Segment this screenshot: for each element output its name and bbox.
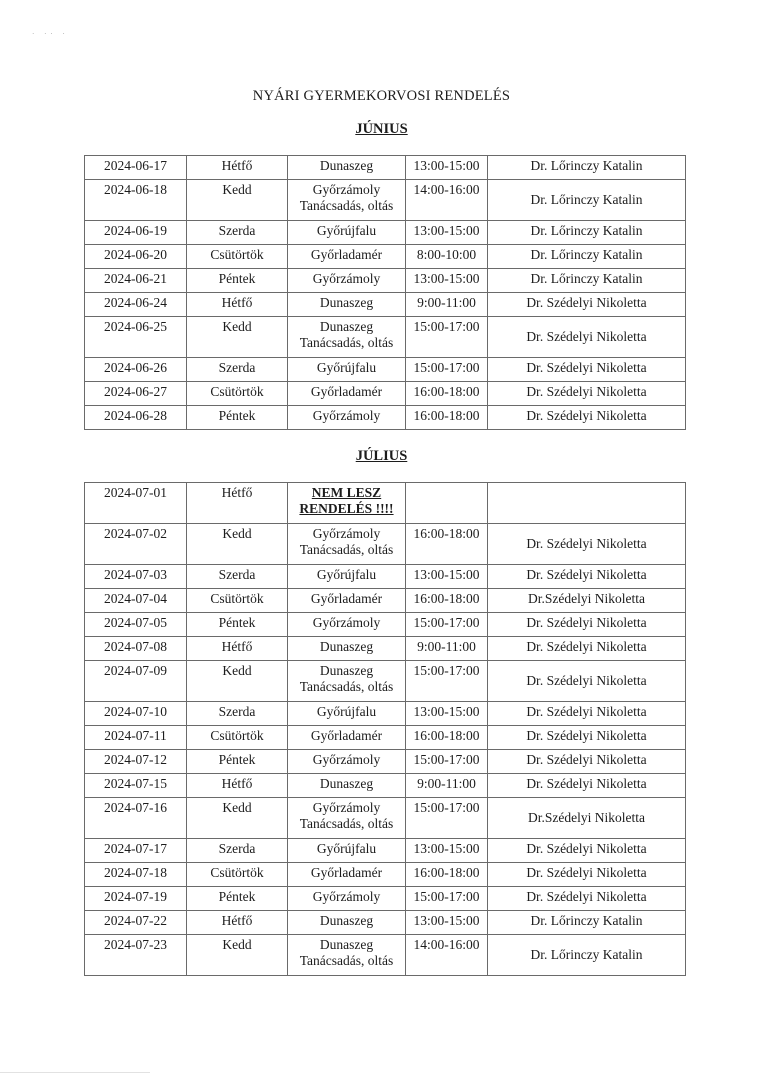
doctor-cell: Dr. Szédelyi Nikoletta [488,863,686,887]
day-cell: Péntek [187,750,288,774]
table-row [85,774,686,798]
date-cell: 2024-07-08 [85,637,187,661]
place-name: Dunaszeg [319,663,374,678]
table-row [85,180,686,221]
page-title: NYÁRI GYERMEKORVOSI RENDELÉS [252,88,511,104]
table-row [85,156,686,180]
date-cell: 2024-06-26 [85,358,187,382]
service-note: Tanácsadás, oltás [299,542,394,557]
doctor-cell: Dr. Szédelyi Nikoletta [488,726,686,750]
day-cell: Csütörtök [187,382,288,406]
place-cell [288,156,406,180]
time-cell: 15:00-17:00 [406,661,488,702]
doctor-cell: Dr. Szédelyi Nikoletta [488,358,686,382]
day-cell: Hétfő [187,483,288,524]
place-cell [288,774,406,798]
place-cell [288,702,406,726]
place-name: Győrzámoly [312,615,381,630]
table-row [85,565,686,589]
table-row [85,524,686,565]
table-row [85,839,686,863]
place-name: Győrújfalu [316,841,377,856]
time-cell: 16:00-18:00 [406,726,488,750]
date-cell: 2024-07-19 [85,887,187,911]
closed-notice-cell [288,483,406,524]
day-cell: Csütörtök [187,589,288,613]
table-row [85,702,686,726]
time-cell: 16:00-18:00 [406,863,488,887]
time-cell: 13:00-15:00 [406,911,488,935]
table-row [85,935,686,976]
place-name: Győrladamér [310,247,383,262]
date-cell: 2024-06-19 [85,221,187,245]
place-cell [288,935,406,976]
date-cell: 2024-07-03 [85,565,187,589]
table-row [85,637,686,661]
day-cell: Kedd [187,661,288,702]
place-name: Dunaszeg [319,937,374,952]
place-name: Győrzámoly [312,889,381,904]
date-cell: 2024-07-15 [85,774,187,798]
place-name: Győrújfalu [316,567,377,582]
place-name: Győrzámoly [312,800,381,815]
date-cell: 2024-07-02 [85,524,187,565]
place-name: Győrladamér [310,591,383,606]
place-cell [288,293,406,317]
day-cell: Csütörtök [187,863,288,887]
place-cell [288,911,406,935]
doctor-cell: Dr. Szédelyi Nikoletta [488,524,686,565]
service-note: Tanácsadás, oltás [299,198,394,213]
doctor-cell: Dr. Lőrinczy Katalin [488,245,686,269]
doctor-cell: Dr. Lőrinczy Katalin [488,221,686,245]
place-cell [288,726,406,750]
service-note: Tanácsadás, oltás [299,953,394,968]
day-cell: Szerda [187,358,288,382]
scan-specks: · ·· · [32,30,69,38]
service-note: Tanácsadás, oltás [299,679,394,694]
table-row [85,245,686,269]
date-cell: 2024-06-28 [85,406,187,430]
table-row [85,863,686,887]
doctor-cell: Dr. Lőrinczy Katalin [488,935,686,976]
place-cell [288,406,406,430]
time-cell: 15:00-17:00 [406,613,488,637]
service-note: Tanácsadás, oltás [299,816,394,831]
place-cell [288,317,406,358]
doctor-cell: Dr. Lőrinczy Katalin [488,911,686,935]
day-cell: Hétfő [187,637,288,661]
june-schedule-body [85,156,686,430]
doctor-cell: Dr. Szédelyi Nikoletta [488,613,686,637]
time-cell: 15:00-17:00 [406,887,488,911]
place-name: Dunaszeg [319,319,374,334]
time-cell: 14:00-16:00 [406,180,488,221]
service-note: Tanácsadás, oltás [299,335,394,350]
day-cell: Péntek [187,406,288,430]
doctor-cell: Dr. Szédelyi Nikoletta [488,702,686,726]
day-cell: Csütörtök [187,245,288,269]
day-cell: Péntek [187,887,288,911]
table-row [85,750,686,774]
place-cell [288,887,406,911]
place-cell [288,613,406,637]
time-cell: 13:00-15:00 [406,565,488,589]
day-cell: Hétfő [187,293,288,317]
place-cell [288,750,406,774]
time-cell: 9:00-11:00 [406,637,488,661]
month-heading-june: JÚNIUS [355,121,408,137]
table-row [85,269,686,293]
doctor-cell: Dr.Szédelyi Nikoletta [488,589,686,613]
place-cell [288,358,406,382]
time-cell: 16:00-18:00 [406,589,488,613]
place-name: Győrladamér [310,728,383,743]
doctor-cell: Dr. Lőrinczy Katalin [488,156,686,180]
table-row [85,798,686,839]
date-cell: 2024-07-18 [85,863,187,887]
doctor-cell: Dr. Szédelyi Nikoletta [488,750,686,774]
table-row [85,911,686,935]
date-cell: 2024-07-09 [85,661,187,702]
july-schedule-body [85,483,686,976]
closed-notice-line2: RENDELÉS !!!! [299,501,394,516]
place-name: Győrzámoly [312,182,381,197]
time-cell: 15:00-17:00 [406,750,488,774]
table-row [85,613,686,637]
july-schedule-table [84,482,686,976]
place-name: Dunaszeg [319,639,374,654]
doctor-cell: Dr. Szédelyi Nikoletta [488,565,686,589]
place-cell [288,589,406,613]
place-name: Győrújfalu [316,223,377,238]
place-name: Dunaszeg [319,913,374,928]
date-cell: 2024-07-16 [85,798,187,839]
date-cell: 2024-07-10 [85,702,187,726]
doctor-cell: Dr. Szédelyi Nikoletta [488,839,686,863]
time-cell: 9:00-11:00 [406,293,488,317]
place-name: Győrzámoly [312,408,381,423]
place-cell [288,839,406,863]
day-cell: Szerda [187,565,288,589]
place-name: Győrladamér [310,865,383,880]
place-cell [288,565,406,589]
date-cell: 2024-07-11 [85,726,187,750]
table-row [85,406,686,430]
day-cell: Kedd [187,935,288,976]
date-cell: 2024-07-23 [85,935,187,976]
place-name: Győrladamér [310,384,383,399]
time-cell: 13:00-15:00 [406,839,488,863]
june-schedule-table [84,155,686,430]
doctor-cell: Dr. Szédelyi Nikoletta [488,887,686,911]
date-cell: 2024-06-25 [85,317,187,358]
doctor-cell: Dr. Lőrinczy Katalin [488,180,686,221]
day-cell: Szerda [187,702,288,726]
day-cell: Péntek [187,269,288,293]
day-cell: Hétfő [187,774,288,798]
month-heading-july: JÚLIUS [355,448,408,464]
time-cell: 13:00-15:00 [406,156,488,180]
table-row [85,661,686,702]
day-cell: Péntek [187,613,288,637]
place-cell [288,798,406,839]
time-cell: 13:00-15:00 [406,702,488,726]
place-cell [288,245,406,269]
scan-edge-line [0,1072,150,1073]
day-cell: Hétfő [187,911,288,935]
doctor-cell: Dr.Szédelyi Nikoletta [488,798,686,839]
date-cell: 2024-07-17 [85,839,187,863]
doctor-cell [488,483,686,524]
place-name: Dunaszeg [319,295,374,310]
doctor-cell: Dr. Szédelyi Nikoletta [488,293,686,317]
place-cell [288,269,406,293]
table-row [85,317,686,358]
closed-notice-line1: NEM LESZ [311,485,382,500]
time-cell: 9:00-11:00 [406,774,488,798]
date-cell: 2024-07-04 [85,589,187,613]
time-cell [406,483,488,524]
table-row [85,726,686,750]
place-name: Győrzámoly [312,526,381,541]
day-cell: Kedd [187,798,288,839]
date-cell: 2024-06-21 [85,269,187,293]
place-cell [288,382,406,406]
table-row [85,589,686,613]
doctor-cell: Dr. Szédelyi Nikoletta [488,661,686,702]
place-name: Dunaszeg [319,158,374,173]
doctor-cell: Dr. Szédelyi Nikoletta [488,317,686,358]
doctor-cell: Dr. Szédelyi Nikoletta [488,774,686,798]
day-cell: Hétfő [187,156,288,180]
place-cell [288,863,406,887]
time-cell: 15:00-17:00 [406,358,488,382]
table-row [85,382,686,406]
time-cell: 8:00-10:00 [406,245,488,269]
date-cell: 2024-07-22 [85,911,187,935]
date-cell: 2024-07-01 [85,483,187,524]
date-cell: 2024-07-12 [85,750,187,774]
table-row [85,358,686,382]
table-row [85,887,686,911]
doctor-cell: Dr. Szédelyi Nikoletta [488,382,686,406]
date-cell: 2024-06-27 [85,382,187,406]
date-cell: 2024-06-18 [85,180,187,221]
doctor-cell: Dr. Szédelyi Nikoletta [488,406,686,430]
doctor-cell: Dr. Lőrinczy Katalin [488,269,686,293]
place-name: Győrújfalu [316,360,377,375]
table-row-closed [85,483,686,524]
doctor-cell: Dr. Szédelyi Nikoletta [488,637,686,661]
date-cell: 2024-07-05 [85,613,187,637]
time-cell: 15:00-17:00 [406,798,488,839]
place-name: Győrzámoly [312,271,381,286]
time-cell: 16:00-18:00 [406,406,488,430]
place-cell [288,221,406,245]
place-name: Dunaszeg [319,776,374,791]
day-cell: Csütörtök [187,726,288,750]
time-cell: 16:00-18:00 [406,524,488,565]
day-cell: Szerda [187,839,288,863]
place-cell [288,524,406,565]
date-cell: 2024-06-20 [85,245,187,269]
day-cell: Kedd [187,524,288,565]
day-cell: Kedd [187,317,288,358]
day-cell: Szerda [187,221,288,245]
date-cell: 2024-06-17 [85,156,187,180]
time-cell: 13:00-15:00 [406,221,488,245]
time-cell: 15:00-17:00 [406,317,488,358]
place-cell [288,661,406,702]
table-row [85,293,686,317]
time-cell: 16:00-18:00 [406,382,488,406]
place-name: Győrzámoly [312,752,381,767]
time-cell: 14:00-16:00 [406,935,488,976]
time-cell: 13:00-15:00 [406,269,488,293]
day-cell: Kedd [187,180,288,221]
date-cell: 2024-06-24 [85,293,187,317]
place-cell [288,180,406,221]
place-name: Győrújfalu [316,704,377,719]
table-row [85,221,686,245]
place-cell [288,637,406,661]
